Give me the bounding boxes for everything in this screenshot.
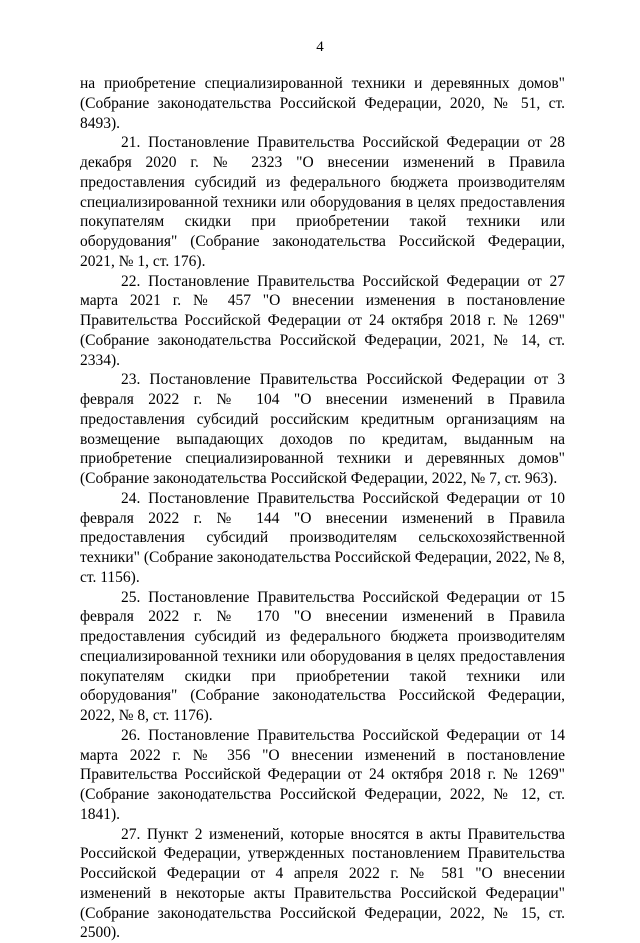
list-item-22: 22. Постановление Правительства Российской Федерации от 27 марта 2021 г. № 457 "О внесении изменения в постановление Правительства Российской Федерации от 24 октября 2018 г. № 1269" (Собрание законодательства Российской Федерации, 2021, № 14, ст. 2334). <box>80 272 565 371</box>
list-item-21: 21. Постановление Правительства Российской Федерации от 28 декабря 2020 г. № 2323 "О внесении изменений в Правила предоставления субсидий из федерального бюджета производителям специализированной техники или оборудования в целях предоставления покупателям скидки при приобретении такой техники или оборудования" (Собрание законодательства Российской Федерации, 2021, № 1, ст. 176). <box>80 133 565 271</box>
list-item-26: 26. Постановление Правительства Российской Федерации от 14 марта 2022 г. № 356 "О внесении изменений в постановление Правительства Российской Федерации от 24 октября 2018 г. № 1269" (Собрание законодательства Российской Федерации, 2022, № 12, ст. 1841). <box>80 726 565 825</box>
list-item-23: 23. Постановление Правительства Российской Федерации от 3 февраля 2022 г. № 104 "О внесении изменений в Правила предоставления субсидий российским кредитным организациям на возмещение выпадающих доходов по кредитам, выданным на приобретение специализированной техники и деревянных домов" (Собрание законодательства Российской Федерации, 2022, № 7, ст. 963). <box>80 370 565 489</box>
list-item-27: 27. Пункт 2 изменений, которые вносятся в акты Правительства Российской Федерации, утвержденных постановлением Правительства Российской Федерации от 4 апреля 2022 г. № 581 "О внесении изменений в некоторые акты Правительства Российской Федерации" (Собрание законодательства Российской Федерации, 2022, № 15, ст. 2500). <box>80 825 565 943</box>
page-number: 4 <box>0 37 640 57</box>
document-body <box>80 74 565 943</box>
paragraph-continuation: на приобретение специализированной техники и деревянных домов" (Собрание законодательства Российской Федерации, 2020, № 51, ст. 8493). <box>80 74 565 133</box>
list-item-25: 25. Постановление Правительства Российской Федерации от 15 февраля 2022 г. № 170 "О внесении изменений в Правила предоставления субсидий из федерального бюджета производителям специализированной техники или оборудования в целях предоставления покупателям скидки при приобретении такой техники или оборудования" (Собрание законодательства Российской Федерации, 2022, № 8, ст. 1176). <box>80 588 565 726</box>
list-item-24: 24. Постановление Правительства Российской Федерации от 10 февраля 2022 г. № 144 "О внесении изменений в Правила предоставления субсидий производителям сельскохозяйственной техники" (Собрание законодательства Российской Федерации, 2022, № 8, ст. 1156). <box>80 489 565 588</box>
